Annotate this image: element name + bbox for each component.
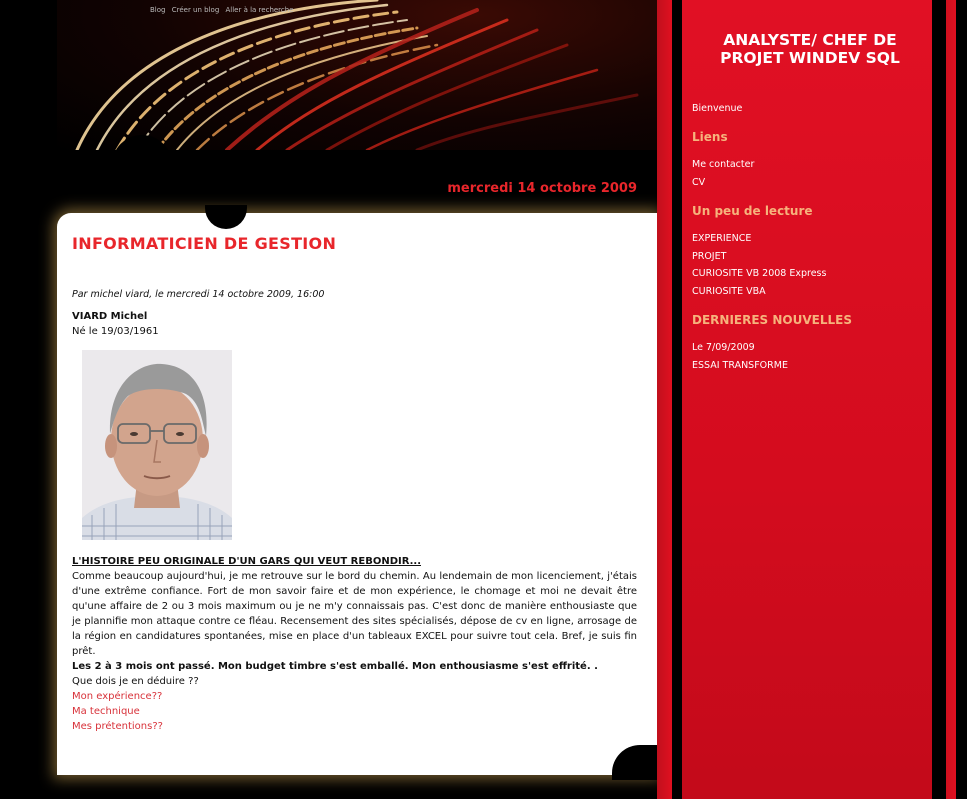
top-link-search[interactable]: Aller à la recherche [225,6,294,14]
sidebar-link-contact[interactable]: Me contacter [692,159,755,170]
sidebar-link-experience[interactable]: EXPERIENCE [692,233,752,244]
post-date: mercredi 14 octobre 2009 [447,181,637,196]
story-paragraph: Comme beaucoup aujourd'hui, je me retrouve sur le bord du chemin. Au lendemain de mon licenciement, j'étais d'une extrême confiance. Fort de mon savoir faire et de mon expérience, le chomage et moi ne devait être qu'une affaire de 2 ou 3 mois maximum ou je ne m'y connaissais pas. C'est donc de manière enthousiaste que je plannifie mon attaque contre ce fléau. Recensement des sites spécialisés, dépose de cv en ligne, arrosage de la région en candidatures spontanées, mise en place d'un tableaux EXCEL pour suivre tout cela. Bref, je suis fin prêt. [72,571,637,657]
post-body [72,554,637,734]
sidebar-news-item[interactable]: ESSAI TRANSFORME [692,360,788,371]
link-experience[interactable]: Mon expérience?? [72,691,163,702]
story-heading: L'HISTOIRE PEU ORIGINALE D'UN GARS QUI VEUT REBONDIR... [72,556,421,567]
sidebar-stripe-left [657,0,672,799]
post-title[interactable]: INFORMATICIEN DE GESTION [72,234,337,253]
top-link-blog[interactable]: Blog [150,6,166,14]
portrait-image [82,350,232,540]
sidebar-heading-lecture: Un peu de lecture [692,204,813,218]
top-link-create-blog[interactable]: Créer un blog [171,6,220,14]
sidebar-news-date[interactable]: Le 7/09/2009 [692,342,755,353]
sidebar-link-vba[interactable]: CURIOSITE VBA [692,286,766,297]
story-question: Que dois je en déduire ?? [72,676,199,687]
sidebar-link-projet[interactable]: PROJET [692,251,727,262]
light-trails-image [57,0,657,150]
sidebar-divider-right [932,0,946,799]
author-birthdate: Né le 19/03/1961 [72,326,159,337]
sidebar-link-welcome[interactable]: Bienvenue [692,103,743,114]
header-banner [57,0,657,150]
sidebar-heading-liens: Liens [692,130,728,144]
author-photo [82,350,232,540]
author-name: VIARD Michel [72,311,148,322]
story-bold-text: Les 2 à 3 mois ont passé. Mon budget timbre s'est emballé. Mon enthousiasme s'est effrité. . [72,661,598,672]
sidebar [682,0,932,799]
sidebar-link-vb2008[interactable]: CURIOSITE VB 2008 Express [692,268,827,279]
page-edge [956,0,967,799]
post-byline: Par michel viard, le mercredi 14 octobre 2009, 16:00 [72,289,325,300]
link-pretentions[interactable]: Mes prétentions?? [72,721,163,732]
sidebar-link-cv[interactable]: CV [692,177,706,188]
blog-title[interactable]: ANALYSTE/ CHEF DE PROJET WINDEV SQL [720,31,900,67]
link-technique[interactable]: Ma technique [72,706,140,717]
sidebar-divider-left [672,0,682,799]
sidebar-stripe-right [946,0,956,799]
sidebar-heading-news: DERNIERES NOUVELLES [692,313,852,327]
top-nav [150,6,298,14]
